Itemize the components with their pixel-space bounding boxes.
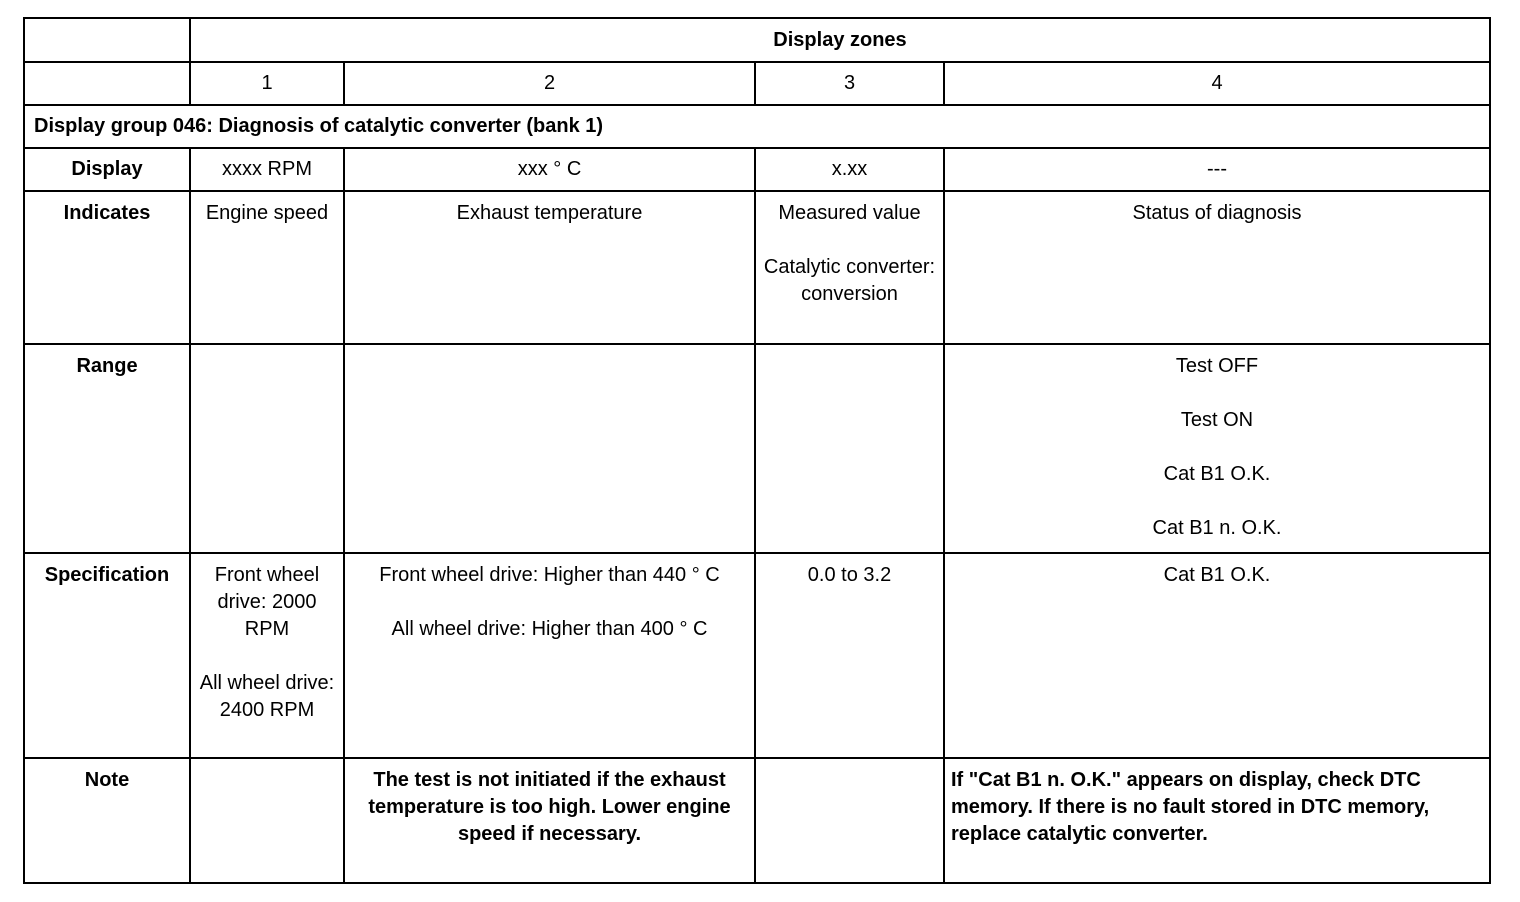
text: Catalytic converter: conversion [763, 256, 936, 305]
text: Test ON [1180, 409, 1254, 431]
note-zone-3 [755, 758, 944, 883]
indicates-zone-3 [755, 191, 944, 344]
specification-zone-1 [190, 553, 344, 758]
range-zone-3 [755, 344, 944, 553]
text: Front wheel drive: Higher than 440 ° C [379, 564, 720, 586]
empty-cell [24, 62, 190, 105]
specification-zone-2 [344, 553, 755, 758]
indicates-zone-4: Status of diagnosis [944, 191, 1490, 344]
range-zone-4 [944, 344, 1490, 553]
zone-3-header: 3 [755, 62, 944, 105]
display-zones-header: Display zones [190, 18, 1490, 62]
display-zone-4: --- [944, 148, 1490, 191]
note-zone-1 [190, 758, 344, 883]
display-zone-2: xxx ° C [344, 148, 755, 191]
row-label-specification: Specification [24, 553, 190, 758]
text: All wheel drive: Higher than 400 ° C [391, 618, 708, 640]
specification-zone-4: Cat B1 O.K. [944, 553, 1490, 758]
indicates-zone-1: Engine speed [190, 191, 344, 344]
zone-1-header: 1 [190, 62, 344, 105]
text: All wheel drive: 2400 RPM [199, 672, 335, 721]
specification-zone-3: 0.0 to 3.2 [755, 553, 944, 758]
note-zone-4: If "Cat B1 n. O.K." appears on display, check DTC memory. If there is no fault stored in DTC memory, replace catalytic converter. [944, 758, 1490, 883]
range-zone-1 [190, 344, 344, 553]
row-label-indicates: Indicates [24, 191, 190, 344]
text: Cat B1 O.K. [1163, 463, 1271, 485]
display-zone-1: xxxx RPM [190, 148, 344, 191]
empty-cell [24, 18, 190, 62]
display-group-table [23, 17, 1491, 884]
row-label-display: Display [24, 148, 190, 191]
row-label-note: Note [24, 758, 190, 883]
indicates-zone-2: Exhaust temperature [344, 191, 755, 344]
text: Measured value [778, 202, 921, 224]
row-label-range: Range [24, 344, 190, 553]
zone-4-header: 4 [944, 62, 1490, 105]
text: Front wheel drive: 2000 RPM [214, 564, 320, 640]
text: Test OFF [1175, 355, 1259, 377]
range-zone-2 [344, 344, 755, 553]
display-zone-3: x.xx [755, 148, 944, 191]
group-title: Display group 046: Diagnosis of catalytic converter (bank 1) [24, 105, 1490, 148]
note-zone-2: The test is not initiated if the exhaust temperature is too high. Lower engine speed if necessary. [344, 758, 755, 883]
zone-2-header: 2 [344, 62, 755, 105]
text: Cat B1 n. O.K. [1152, 517, 1282, 539]
